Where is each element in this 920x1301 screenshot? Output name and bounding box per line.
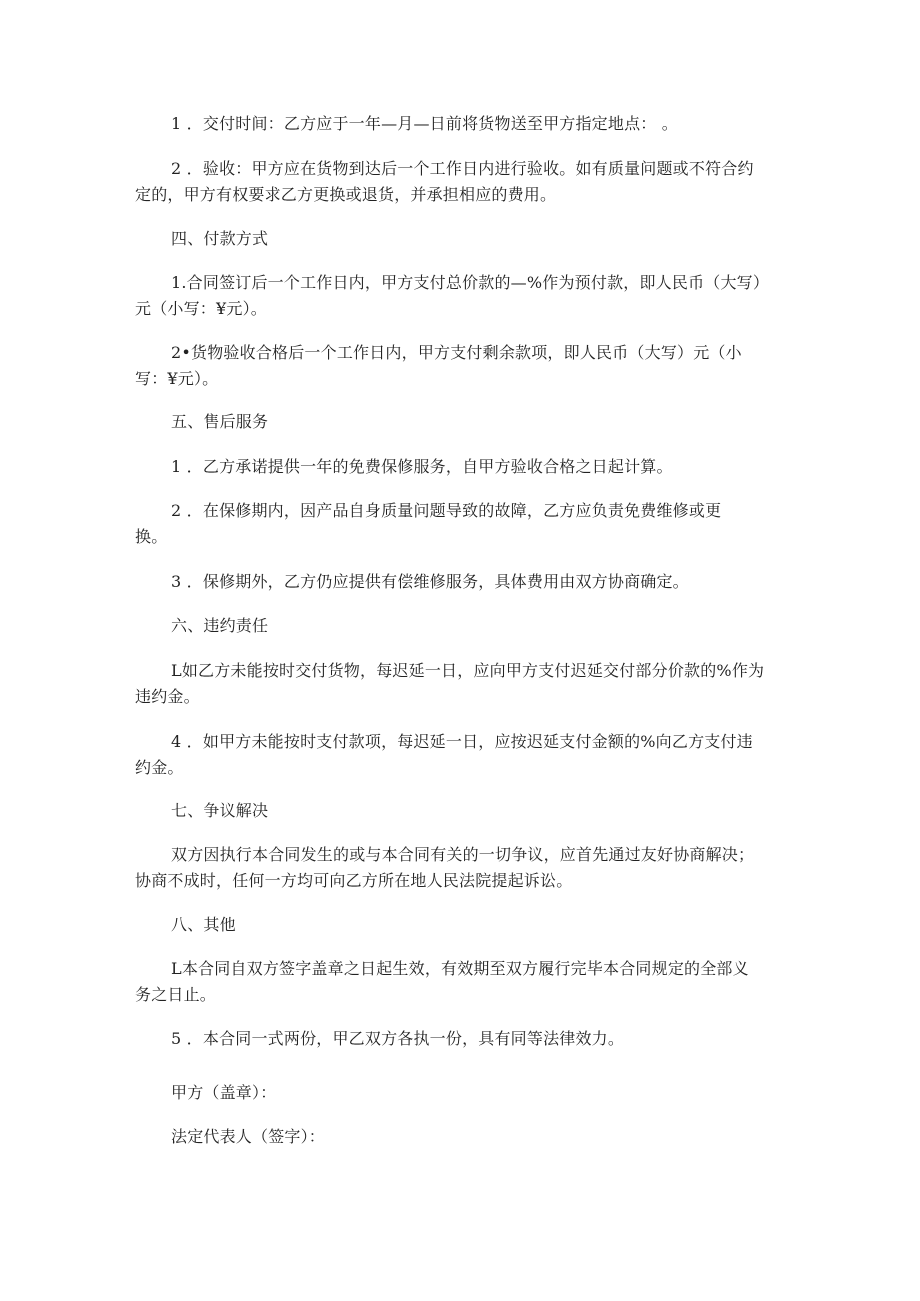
signature-label: 法定代表人（签字）： bbox=[171, 1127, 326, 1146]
paragraph-line: 元（小写：¥元）。 bbox=[135, 299, 267, 318]
prepayment-clause bbox=[135, 270, 785, 322]
final-payment-clause bbox=[135, 340, 785, 392]
dispute-clause bbox=[135, 842, 785, 894]
paragraph-line: 5 ．本合同一式两份，甲乙双方各执一份，具有同等法律效力。 bbox=[171, 1029, 625, 1048]
legal-representative-line bbox=[135, 1124, 785, 1150]
late-payment-clause bbox=[135, 729, 785, 781]
section-heading-other bbox=[135, 912, 785, 938]
section-heading-liability bbox=[135, 613, 785, 639]
paragraph-line: 违约金。 bbox=[135, 687, 200, 706]
paragraph-line: 4 ．如甲方未能按时支付款项，每迟延一日，应按迟延支付金额的%向乙方支付违 bbox=[171, 732, 753, 751]
paragraph-line: 双方因执行本合同发生的或与本合同有关的一切争议，应首先通过友好协商解决； bbox=[171, 845, 755, 864]
warranty-repair-clause bbox=[135, 498, 785, 550]
paragraph-line: 换。 bbox=[135, 527, 168, 546]
section-heading: 八、其他 bbox=[171, 915, 236, 934]
section-heading: 四、付款方式 bbox=[171, 229, 269, 248]
paragraph-line: 务之日止。 bbox=[135, 985, 217, 1004]
paragraph-line: 1.合同签订后一个工作日内，甲方支付总价款的—%作为预付款，即人民币（大写） bbox=[171, 273, 770, 292]
section-heading-dispute bbox=[135, 798, 785, 824]
delivery-time-clause bbox=[135, 111, 785, 137]
paragraph-line: 1 ．交付时间：乙方应于一年—月—日前将货物送至甲方指定地点： 。 bbox=[171, 114, 678, 133]
paragraph-line: 协商不成时，任何一方均可向乙方所在地人民法院提起诉讼。 bbox=[135, 871, 573, 890]
section-heading: 五、售后服务 bbox=[171, 412, 269, 431]
paragraph-line: 2•货物验收合格后一个工作日内，甲方支付剩余款项，即人民币（大写）元（小 bbox=[171, 343, 742, 362]
copies-clause bbox=[135, 1026, 785, 1052]
paragraph-line: 写：¥元）。 bbox=[135, 369, 219, 388]
section-heading-after-sales bbox=[135, 409, 785, 435]
paragraph-line: 2 ．在保修期内，因产品自身质量问题导致的故障，乙方应负责免费维修或更 bbox=[171, 501, 722, 520]
paragraph-line: 2 ．验收：甲方应在货物到达后一个工作日内进行验收。如有质量问题或不符合约 bbox=[171, 159, 754, 178]
paragraph-line: 定的，甲方有权要求乙方更换或退货，并承担相应的费用。 bbox=[135, 185, 557, 204]
section-heading: 六、违约责任 bbox=[171, 616, 269, 635]
signature-label: 甲方（盖章）： bbox=[171, 1083, 277, 1102]
effectiveness-clause bbox=[135, 956, 785, 1008]
late-delivery-clause bbox=[135, 658, 785, 710]
paragraph-line: 1 ．乙方承诺提供一年的免费保修服务，自甲方验收合格之日起计算。 bbox=[171, 457, 673, 476]
warranty-clause bbox=[135, 454, 785, 480]
acceptance-clause bbox=[135, 156, 785, 208]
paragraph-line: 3 ．保修期外，乙方仍应提供有偿维修服务，具体费用由双方协商确定。 bbox=[171, 572, 689, 591]
post-warranty-clause bbox=[135, 569, 785, 595]
section-heading-payment bbox=[135, 226, 785, 252]
party-a-seal-line bbox=[135, 1080, 785, 1106]
paragraph-line: L如乙方未能按时交付货物，每迟延一日，应向甲方支付迟延交付部分价款的%作为 bbox=[171, 661, 765, 680]
paragraph-line: 约金。 bbox=[135, 758, 184, 777]
paragraph-line: L本合同自双方签字盖章之日起生效，有效期至双方履行完毕本合同规定的全部义 bbox=[171, 959, 749, 978]
section-heading: 七、争议解决 bbox=[171, 801, 269, 820]
